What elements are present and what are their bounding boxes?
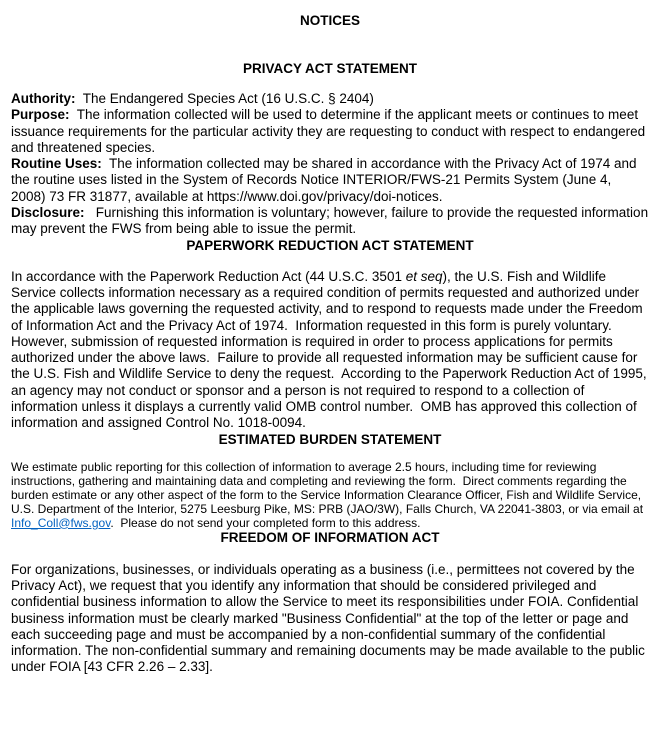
routine-uses-paragraph	[11, 156, 649, 205]
foia-paragraph: For organizations, businesses, or individuals operating as a business (i.e., permittees not covered by the Privacy Act), we request that you identify any information that should be considered privileged and confidential business information to allow the Service to meet its responsibilities under FOIA. Confidential business information must be clearly marked "Business Confidential" at the top of the letter or page and each succeeding page and must be accompanied by a non-confidential summary of the confidential information. The non-confidential summary and remaining documents may be made available to the public under FOIA [43 CFR 2.26 – 2.33].	[11, 561, 649, 675]
section-paperwork-reduction-act	[11, 238, 649, 432]
section-freedom-of-information-act	[11, 530, 649, 676]
paperwork-text-after-italic: ), the U.S. Fish and Wildlife Service collects information necessary as a required condition of permits requested and authorized under the applicable laws governing the requested activity, and to respond to requests made under the Freedom of Information Act and the Privacy Act of 1974. Information requested in this form is purely voluntary. However, submission of requested information is required in order to process applications for permits authorized under the above laws. Failure to provide all requested information may be sufficient cause for the U.S. Fish and Wildlife Service to deny the request. According to the Paperwork Reduction Act of 1995, an agency may not conduct or sponsor and a person is not required to respond to a collection of information unless it displays a currently valid OMB control number. OMB has approved this collection of information and assigned Control No. 1018-0094.	[11, 268, 651, 431]
paperwork-italic-phrase: et seq	[405, 268, 443, 284]
burden-text-after-link: . Please do not send your completed form to this address.	[110, 515, 421, 530]
foia-heading: FREEDOM OF INFORMATION ACT	[220, 529, 440, 545]
paperwork-reduction-act-heading: PAPERWORK REDUCTION ACT STATEMENT	[186, 237, 474, 253]
authority-label: Authority:	[11, 91, 76, 106]
paperwork-paragraph	[11, 269, 649, 432]
burden-paragraph	[11, 460, 649, 530]
disclosure-text: Furnishing this information is voluntary; however, failure to provide the requested information may prevent the FWS from being able to issue the permit.	[11, 205, 652, 237]
purpose-paragraph	[11, 107, 649, 156]
routine-uses-label: Routine Uses:	[11, 156, 102, 172]
paperwork-text-before-italic: In accordance with the Paperwork Reduction Act (44 U.S.C. 3501	[11, 268, 406, 284]
burden-text-before-link: We estimate public reporting for this collection of information to average 2.5 hours, including time for reviewing instructions, gathering and maintaining data and completing and reviewing the form. Direct comments regarding the burden estimate or any other aspect of the form to the Service Information Clearance Officer, Fish and Wildlife Service, U.S. Department of the Interior, 5275 Leesburg Pike, MS: PRB (JAO/3W), Falls Church, VA 22041-3803, or via email at	[11, 459, 647, 516]
authority-paragraph	[11, 91, 649, 107]
purpose-text: The information collected will be used to determine if the applicant meets or continues to meet issuance requirements for the particular activity they are requesting to conduct with respect to endangered and threatened species.	[11, 107, 649, 155]
disclosure-label: Disclosure:	[11, 205, 85, 221]
section-estimated-burden	[11, 432, 649, 530]
authority-text: The Endangered Species Act (16 U.S.C. § 2404)	[75, 91, 374, 106]
disclosure-paragraph	[11, 205, 652, 238]
email-link[interactable]: Info_Coll@fws.gov	[11, 515, 111, 530]
routine-uses-text: The information collected may be shared in accordance with the Privacy Act of 1974 and the routine uses listed in the System of Records Notice INTERIOR/FWS-21 Permits System (June 4, 2008) 73 FR 31877, available at https://www.doi.gov/privacy/doi-notices.	[11, 156, 641, 204]
privacy-act-heading: PRIVACY ACT STATEMENT	[242, 61, 417, 76]
section-privacy-act	[11, 61, 652, 238]
estimated-burden-heading: ESTIMATED BURDEN STATEMENT	[218, 431, 442, 447]
purpose-label: Purpose:	[11, 107, 70, 123]
page-title: NOTICES	[299, 13, 360, 28]
